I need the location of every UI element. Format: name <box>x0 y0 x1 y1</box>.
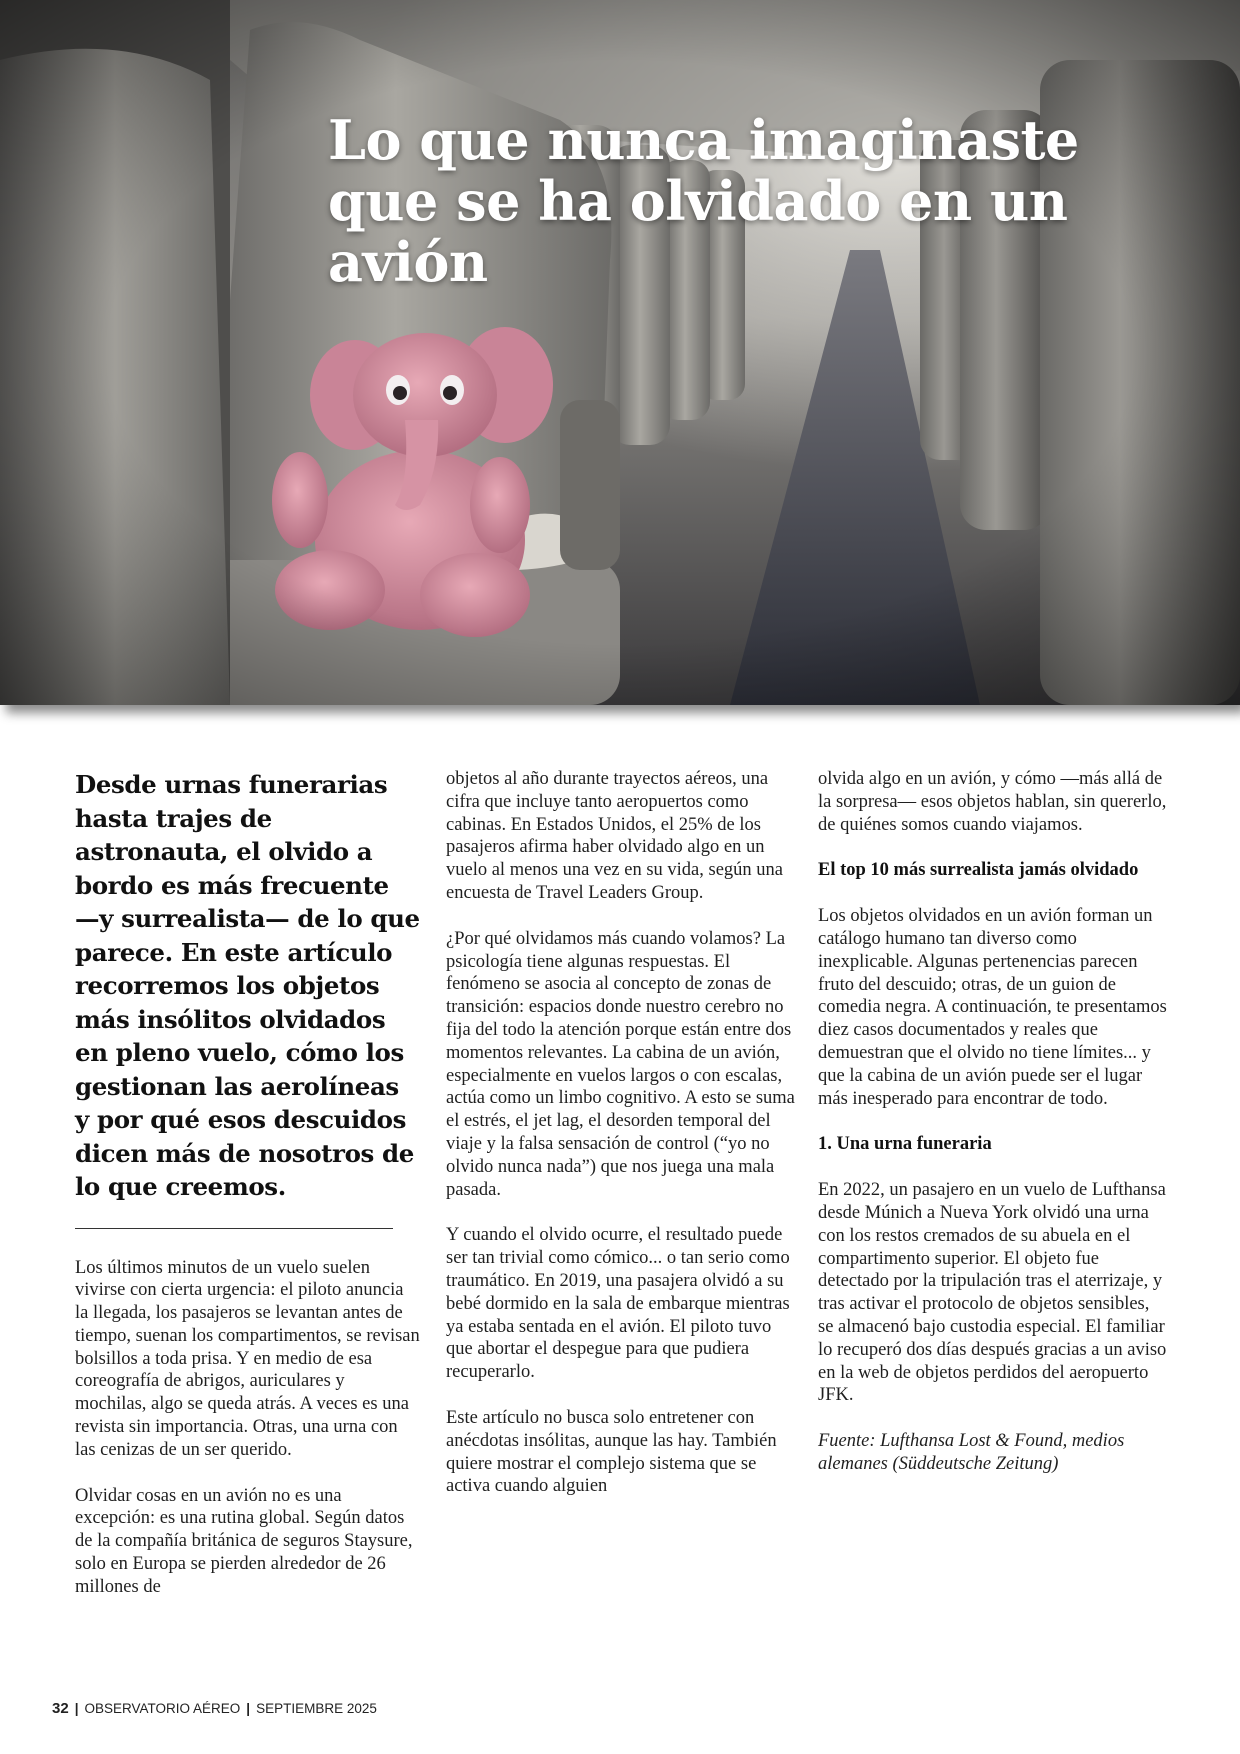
lead-paragraph: Desde urnas funerarias hasta trajes de astronauta, el olvido a bordo es más frecuente —y surrealista— de lo que parece. En este artículo recorremos los objetos más insólitos olvidados en pleno vuelo, cómo los gestionan las aerolíneas y por qué esos descuidos dicen más de nosotros de lo que creemos. <box>75 770 420 1201</box>
publication-name: OBSERVATORIO AÉREO <box>84 1701 241 1716</box>
footer-separator: | <box>246 1701 251 1716</box>
airplane-cabin-photo <box>0 0 1240 705</box>
footer-separator: | <box>74 1701 79 1716</box>
column-3 <box>818 768 1168 1476</box>
column-1 <box>75 768 420 1622</box>
body-paragraph: Este artículo no busca solo entretener con anécdotas insólitas, aunque las hay. También quiere mostrar el complejo sistema que se activa cuando alguien <box>446 1407 777 1497</box>
body-paragraph: objetos al año durante trayectos aéreos, una cifra que incluye tanto aeropuertos como cabinas. En Estados Unidos, el 25% de los pasajeros afirma haber olvidado algo en un vuelo al menos una vez en su vida, según una encuesta de Travel Leaders Group. <box>446 769 784 903</box>
body-paragraph: Los objetos olvidados en un avión forman un catálogo humano tan diverso como inexplicable. Algunas pertenencias parecen fruto del descuido; otras, de un guion de comedia negra. A continuación, te presentamos diez casos documentados y reales que demuestran que el olvido no tiene límites... y que la cabina de un avión puede ser el lugar más inesperado para encontrar de todo. <box>818 906 1167 1109</box>
article-title: Lo que nunca imaginaste que se ha olvidado en un avión <box>328 108 1079 294</box>
body-paragraph: Olvidar cosas en un avión no es una excepción: es una rutina global. Según datos de la compañía británica de seguros Staysure, solo en Europa se pierden alrededor de 26 millones de <box>75 1485 413 1597</box>
page-number: 32 <box>52 1700 69 1717</box>
divider <box>75 1228 393 1229</box>
body-paragraph: ¿Por qué olvidamos más cuando volamos? La psicología tiene algunas respuestas. El fenómeno se asocia al concepto de zonas de transición: espacios donde nuestro cerebro no fija del todo la atención porque están entre dos momentos relevantes. La cabina de un avión, especialmente en vuelos largos o con escalas, actúa como un limbo cognitivo. A esto se suma el estrés, el jet lag, el desorden temporal del viaje y la falsa sensación de control (“yo no olvido nunca nada”) que nos juega una mala pasada. <box>446 928 795 1200</box>
issue-date: SEPTIEMBRE 2025 <box>256 1701 377 1716</box>
item-heading: 1. Una urna funeraria <box>818 1134 992 1155</box>
column-2 <box>446 768 796 1521</box>
body-paragraph: En 2022, un pasajero en un vuelo de Lufthansa desde Múnich a Nueva York olvidó una urna con los restos cremados de su abuela en el compartimento superior. El objeto fue detectado por la tripulación tras el aterrizaje, y tras activar el protocolo de objetos sensibles, se almacenó bajo custodia especial. El familiar lo recuperó dos días después gracias a un aviso en la web de objetos perdidos del aeropuerto JFK. <box>818 1180 1167 1406</box>
body-paragraph: olvida algo en un avión, y cómo —más allá de la sorpresa— esos objetos hablan, sin quererlo, de quiénes somos cuando viajamos. <box>818 769 1167 835</box>
page-footer <box>52 1700 377 1717</box>
body-paragraph: Los últimos minutos de un vuelo suelen vivirse con cierta urgencia: el piloto anuncia la llegada, los pasajeros se levantan antes de tiempo, suenan los compartimentos, se revisan bolsillos a toda prisa. Y en medio de esa coreografía de abrigos, auriculares y mochilas, algo se queda atrás. A veces es una revista sin importancia. Otras, una urna con las cenizas de un ser querido. <box>75 1257 420 1460</box>
body-paragraph: Y cuando el olvido ocurre, el resultado puede ser tan trivial como cómico... o tan serio como traumático. En 2019, una pasajera olvidó a su bebé dormido en la sala de embarque mientras ya estaba sentada en el avión. El piloto tuvo que abortar el despegue para que pudiera recuperarlo. <box>446 1225 790 1383</box>
section-heading: El top 10 más surrealista jamás olvidado <box>818 860 1139 881</box>
hero-image <box>0 0 1240 705</box>
source-note: Fuente: Lufthansa Lost & Found, medios alemanes (Süddeutsche Zeitung) <box>818 1431 1125 1474</box>
